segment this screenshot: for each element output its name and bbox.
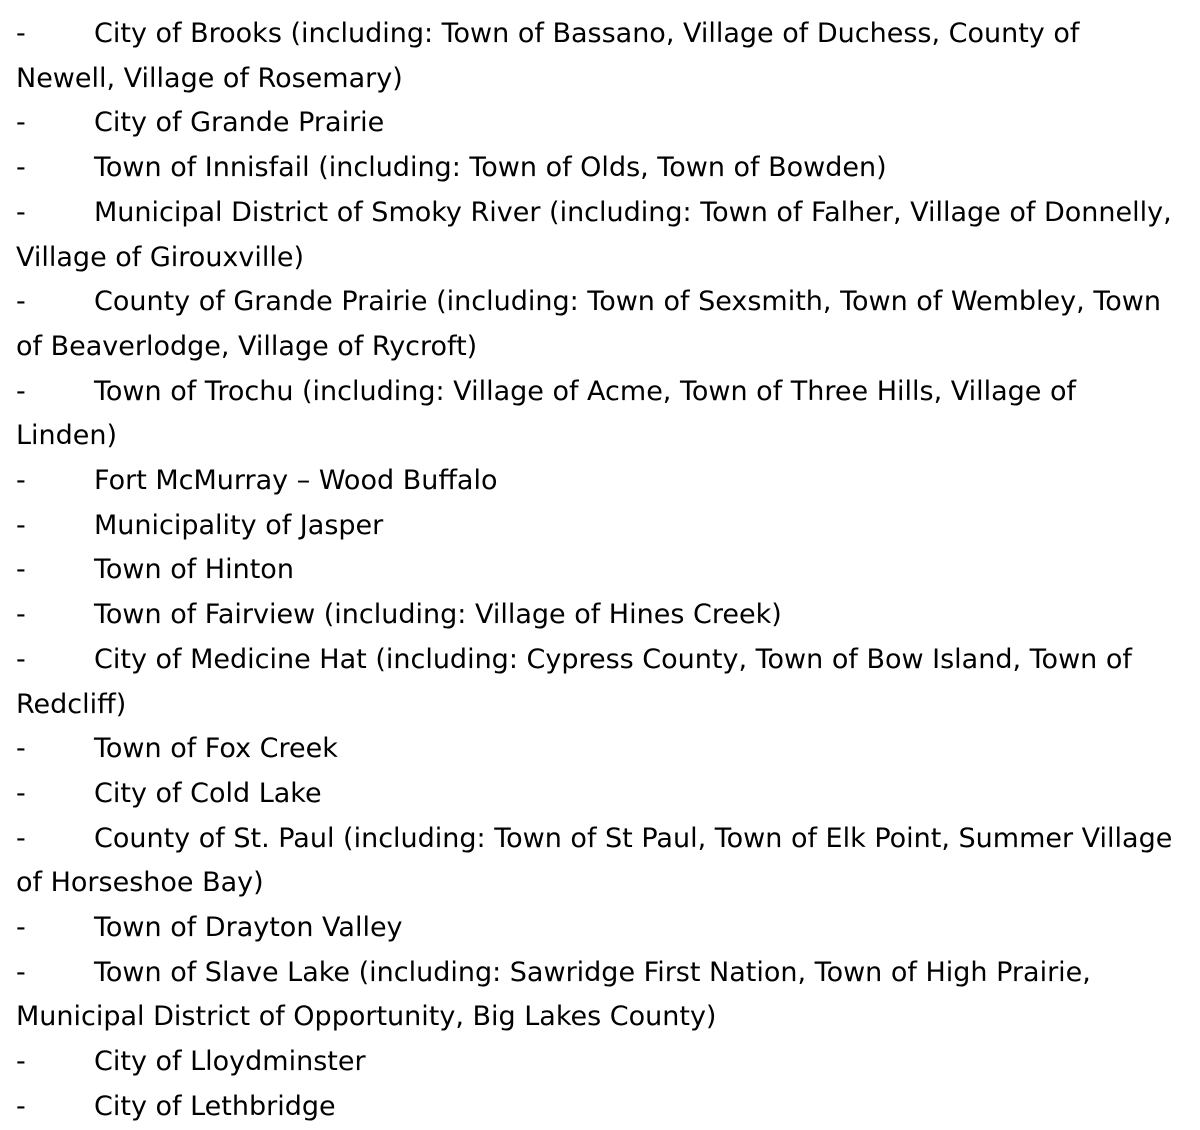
list-item-text: Municipality of Jasper <box>94 509 384 541</box>
list-item-text: Municipal District of Smoky River (including: Town of Falher, Village of Donnelly, Village of Girouxville) <box>16 196 1172 273</box>
list-item <box>16 817 1184 906</box>
list-item <box>16 1085 1184 1130</box>
list-item <box>16 727 1184 772</box>
list-item-text: County of St. Paul (including: Town of St Paul, Town of Elk Point, Summer Village of Horseshoe Bay) <box>16 822 1173 899</box>
list-item-text: Town of Fox Creek <box>94 733 338 765</box>
bullet-dash: - <box>16 599 26 631</box>
list-item-text: City of Grande Prairie <box>94 107 385 139</box>
list-item <box>16 593 1184 638</box>
bullet-dash: - <box>16 509 26 541</box>
list-item <box>16 12 1184 101</box>
bullet-dash: - <box>16 465 26 497</box>
list-item <box>16 504 1184 549</box>
list-item-text: City of Cold Lake <box>94 777 322 809</box>
list-item-text: Town of Trochu (including: Village of Acme, Town of Three Hills, Village of Linden) <box>16 375 1077 452</box>
bullet-dash: - <box>16 956 26 988</box>
list-item <box>16 101 1184 146</box>
bullet-dash: - <box>16 18 26 49</box>
bullet-dash: - <box>16 777 26 809</box>
list-item-text: County of Grande Prairie (including: Town of Sexsmith, Town of Wembley, Town of Beaverlodge, Village of Rycroft) <box>16 286 1161 362</box>
bullet-dash: - <box>16 196 26 228</box>
bullet-dash: - <box>16 733 26 765</box>
bullet-dash: - <box>16 912 26 944</box>
list-item-text: Fort McMurray – Wood Buffalo <box>94 465 498 497</box>
list-item-text: City of Medicine Hat (including: Cypress County, Town of Bow Island, Town of Redcliff) <box>16 643 1132 720</box>
bullet-dash: - <box>16 1090 26 1122</box>
bullet-dash: - <box>16 643 26 675</box>
list-item <box>16 459 1184 504</box>
list-item-text: Town of Hinton <box>94 554 294 586</box>
list-item <box>16 280 1184 369</box>
list-item <box>16 146 1184 191</box>
list-item <box>16 191 1184 280</box>
bullet-dash: - <box>16 822 26 854</box>
list-item-text: Town of Innisfail (including: Town of Olds, Town of Bowden) <box>94 152 887 184</box>
list-item <box>16 951 1184 1040</box>
list-item-text: City of Lethbridge <box>94 1090 336 1122</box>
list-item <box>16 906 1184 951</box>
list-item-text: City of Brooks (including: Town of Bassano, Village of Duchess, County of Newell, Village of Rosemary) <box>16 18 1080 94</box>
list-item-text: Town of Fairview (including: Village of Hines Creek) <box>94 599 782 631</box>
bullet-dash: - <box>16 107 26 139</box>
list-item-text: Town of Drayton Valley <box>94 912 403 944</box>
list-item-text: Town of Slave Lake (including: Sawridge First Nation, Town of High Prairie, Municipal District of Opportunity, Big Lakes County) <box>16 956 1091 1033</box>
bullet-dash: - <box>16 286 26 318</box>
bullet-dash: - <box>16 1046 26 1078</box>
list-item <box>16 548 1184 593</box>
bullet-dash: - <box>16 375 26 407</box>
bullet-dash: - <box>16 554 26 586</box>
list-item-text: City of Lloydminster <box>94 1046 366 1078</box>
bullet-dash: - <box>16 152 26 184</box>
list-item <box>16 638 1184 727</box>
list-item <box>16 1040 1184 1085</box>
list-item <box>16 772 1184 817</box>
list-item <box>16 370 1184 459</box>
